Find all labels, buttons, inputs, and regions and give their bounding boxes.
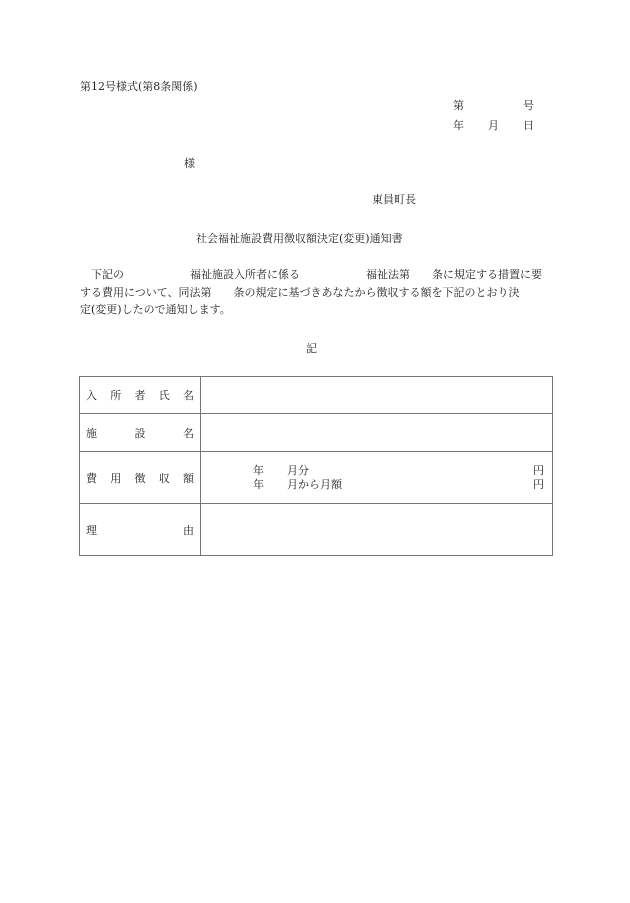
label-char: 所 (110, 389, 122, 402)
value-reason[interactable] (201, 504, 553, 556)
label-resident-name (80, 377, 201, 414)
label-char: 用 (110, 471, 122, 485)
label-char: 収 (158, 471, 170, 485)
table-row-facility-name (80, 414, 553, 452)
body-line: する費用について、同法第 条の規定に基づきあなたから徴収する額を下記のとおり決 (80, 285, 520, 299)
label-fee-amount (80, 452, 201, 504)
label-char: 費 (86, 471, 97, 485)
label-char: 入 (86, 389, 97, 402)
value-resident-name[interactable] (201, 377, 553, 414)
date-year: 年 (453, 119, 464, 132)
date-day: 日 (523, 119, 534, 132)
doc-number-suffix: 号 (523, 99, 534, 112)
label-char: 施 (86, 426, 97, 440)
value-fee-amount[interactable] (201, 452, 553, 504)
label-char: 設 (134, 426, 146, 440)
label-facility-name (80, 414, 201, 452)
amount-month: 月から月額 (287, 477, 342, 491)
label-char: 氏 (158, 389, 170, 402)
table-row-resident-name (80, 377, 553, 414)
form-number: 第12号様式(第8条関係) (80, 80, 198, 93)
table-row-reason (80, 504, 553, 556)
ki-heading: 記 (306, 342, 317, 355)
amount-row (201, 478, 552, 492)
recipient-suffix: 様 (184, 157, 195, 170)
body-paragraph (80, 266, 552, 319)
label-char: 額 (183, 471, 194, 485)
doc-number-prefix: 第 (453, 99, 464, 112)
label-char: 由 (183, 523, 194, 537)
issuer: 東員町長 (372, 193, 416, 206)
amount-year: 年 (253, 463, 264, 477)
label-char: 者 (134, 389, 146, 402)
value-facility-name[interactable] (201, 414, 553, 452)
label-char: 名 (183, 389, 194, 402)
table-row-fee-amount (80, 452, 553, 504)
amount-month: 月分 (287, 463, 309, 477)
body-line: 定(変更)したので通知します。 (80, 303, 231, 316)
label-char: 名 (183, 426, 194, 440)
amount-year: 年 (253, 477, 264, 491)
date-month: 月 (488, 119, 499, 132)
label-reason (80, 504, 201, 556)
amount-yen: 円 (533, 463, 544, 477)
amount-row (201, 464, 552, 478)
document-title: 社会福祉施設費用徴収額決定(変更)通知書 (196, 232, 403, 245)
amount-yen: 円 (533, 477, 544, 491)
label-char: 理 (86, 523, 97, 537)
label-char: 徴 (134, 471, 146, 485)
details-table (79, 376, 553, 556)
body-line: 下記の 福祉施設入所者に係る 福祉法第 条に規定する措置に要 (80, 268, 542, 281)
